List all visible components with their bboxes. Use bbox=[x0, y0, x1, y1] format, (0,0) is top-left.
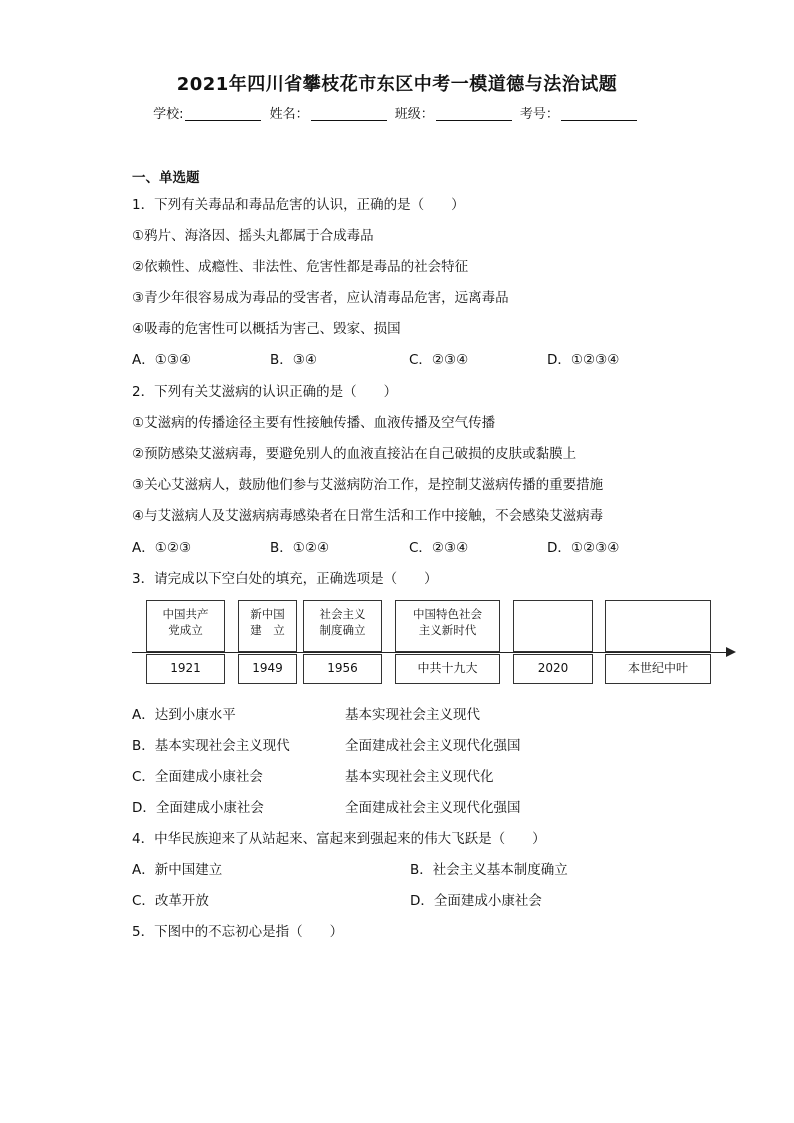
class-label: 班级： bbox=[394, 107, 434, 122]
q1-item: ③青少年很容易成为毒品的受害者，应认清毒品危害，远离毒品 bbox=[132, 290, 509, 306]
q2-option-d: D．①②③④ bbox=[547, 540, 620, 556]
q2-item: ②预防感染艾滋病毒，要避免别人的血液直接沾在自己破损的皮肤或黏膜上 bbox=[132, 446, 577, 462]
timeline-year-box: 1956 bbox=[303, 654, 382, 684]
q3-timeline-diagram bbox=[130, 598, 740, 688]
q3-option-a-right: 基本实现社会主义现代 bbox=[345, 707, 480, 723]
timeline-event-box bbox=[238, 600, 297, 652]
q2-option-a: A．①②③ bbox=[132, 540, 192, 556]
name-blank bbox=[311, 106, 387, 121]
timeline-event-bottom: 主义新时代 bbox=[418, 623, 477, 637]
timeline-event-bottom: 党成立 bbox=[168, 623, 203, 637]
section-heading: 一、单选题 bbox=[132, 170, 200, 186]
q3-option-d: D．全面建成小康社会 bbox=[132, 800, 264, 816]
q1-option-a: A．①③④ bbox=[132, 352, 192, 368]
school-blank bbox=[185, 106, 261, 121]
timeline-event-top: 中国特色社会 bbox=[413, 607, 482, 621]
q1-option-b: B．③④ bbox=[270, 352, 317, 368]
q1-item: ①鸦片、海洛因、摇头丸都属于合成毒品 bbox=[132, 228, 374, 244]
q2-option-b: B．①②④ bbox=[270, 540, 330, 556]
timeline-blank-box bbox=[513, 600, 593, 652]
q4-stem: 4．中华民族迎来了从站起来、富起来到强起来的伟大飞跃是（ ） bbox=[132, 831, 546, 847]
timeline-blank-box bbox=[605, 600, 711, 652]
q2-stem: 2．下列有关艾滋病的认识正确的是（ ） bbox=[132, 384, 398, 400]
page-title: 2021年四川省攀枝花市东区中考一模道德与法治试题 bbox=[176, 74, 618, 95]
q1-item: ②依赖性、成瘾性、非法性、危害性都是毒品的社会特征 bbox=[132, 259, 469, 275]
q3-option-b-right: 全面建成社会主义现代化强国 bbox=[345, 738, 521, 754]
q3-option-c-right: 基本实现社会主义现代化 bbox=[345, 769, 494, 785]
timeline-year-box: 1949 bbox=[238, 654, 297, 684]
q2-option-c: C．②③④ bbox=[409, 540, 469, 556]
q3-option-b: B．基本实现社会主义现代 bbox=[132, 738, 290, 754]
timeline-event-top: 新中国 bbox=[250, 607, 285, 621]
exam-no-blank bbox=[561, 106, 637, 121]
q1-stem: 1．下列有关毒品和毒品危害的认识，正确的是（ ） bbox=[132, 197, 465, 213]
q4-option-b: B．社会主义基本制度确立 bbox=[410, 862, 568, 878]
timeline-event-top: 中国共产 bbox=[162, 607, 209, 621]
student-info-row bbox=[0, 103, 794, 122]
q4-option-d: D．全面建成小康社会 bbox=[410, 893, 542, 909]
timeline-year-box: 中共十九大 bbox=[395, 654, 500, 684]
timeline-arrow-icon bbox=[726, 647, 736, 657]
q2-item: ①艾滋病的传播途径主要有性接触传播、血液传播及空气传播 bbox=[132, 415, 496, 431]
q5-stem: 5．下图中的不忘初心是指（ ） bbox=[132, 924, 344, 940]
q3-stem: 3．请完成以下空白处的填充，正确选项是（ ） bbox=[132, 571, 438, 587]
timeline-event-top: 社会主义 bbox=[319, 607, 366, 621]
school-label: 学校: bbox=[153, 107, 184, 122]
exam-no-label: 考号： bbox=[519, 107, 559, 122]
timeline-event-box bbox=[146, 600, 225, 652]
timeline-year-box: 1921 bbox=[146, 654, 225, 684]
q1-item: ④吸毒的危害性可以概括为害己、毁家、损国 bbox=[132, 321, 401, 337]
class-blank bbox=[436, 106, 512, 121]
q1-option-d: D．①②③④ bbox=[547, 352, 620, 368]
timeline-axis bbox=[132, 652, 728, 653]
q2-item: ③关心艾滋病人，鼓励他们参与艾滋病防治工作，是控制艾滋病传播的重要措施 bbox=[132, 477, 604, 493]
timeline-event-box bbox=[303, 600, 382, 652]
q2-item: ④与艾滋病人及艾滋病病毒感染者在日常生活和工作中接触，不会感染艾滋病毒 bbox=[132, 508, 604, 524]
q4-option-a: A．新中国建立 bbox=[132, 862, 223, 878]
q3-option-a: A．达到小康水平 bbox=[132, 707, 236, 723]
timeline-year-box: 本世纪中叶 bbox=[605, 654, 711, 684]
q3-option-c: C．全面建成小康社会 bbox=[132, 769, 263, 785]
q4-option-c: C．改革开放 bbox=[132, 893, 209, 909]
timeline-event-box bbox=[395, 600, 500, 652]
timeline-event-bottom: 建 立 bbox=[250, 623, 285, 637]
timeline-year-box: 2020 bbox=[513, 654, 593, 684]
q1-option-c: C．②③④ bbox=[409, 352, 469, 368]
name-label: 姓名： bbox=[269, 107, 309, 122]
timeline-event-bottom: 制度确立 bbox=[319, 623, 366, 637]
q3-option-d-right: 全面建成社会主义现代化强国 bbox=[345, 800, 521, 816]
